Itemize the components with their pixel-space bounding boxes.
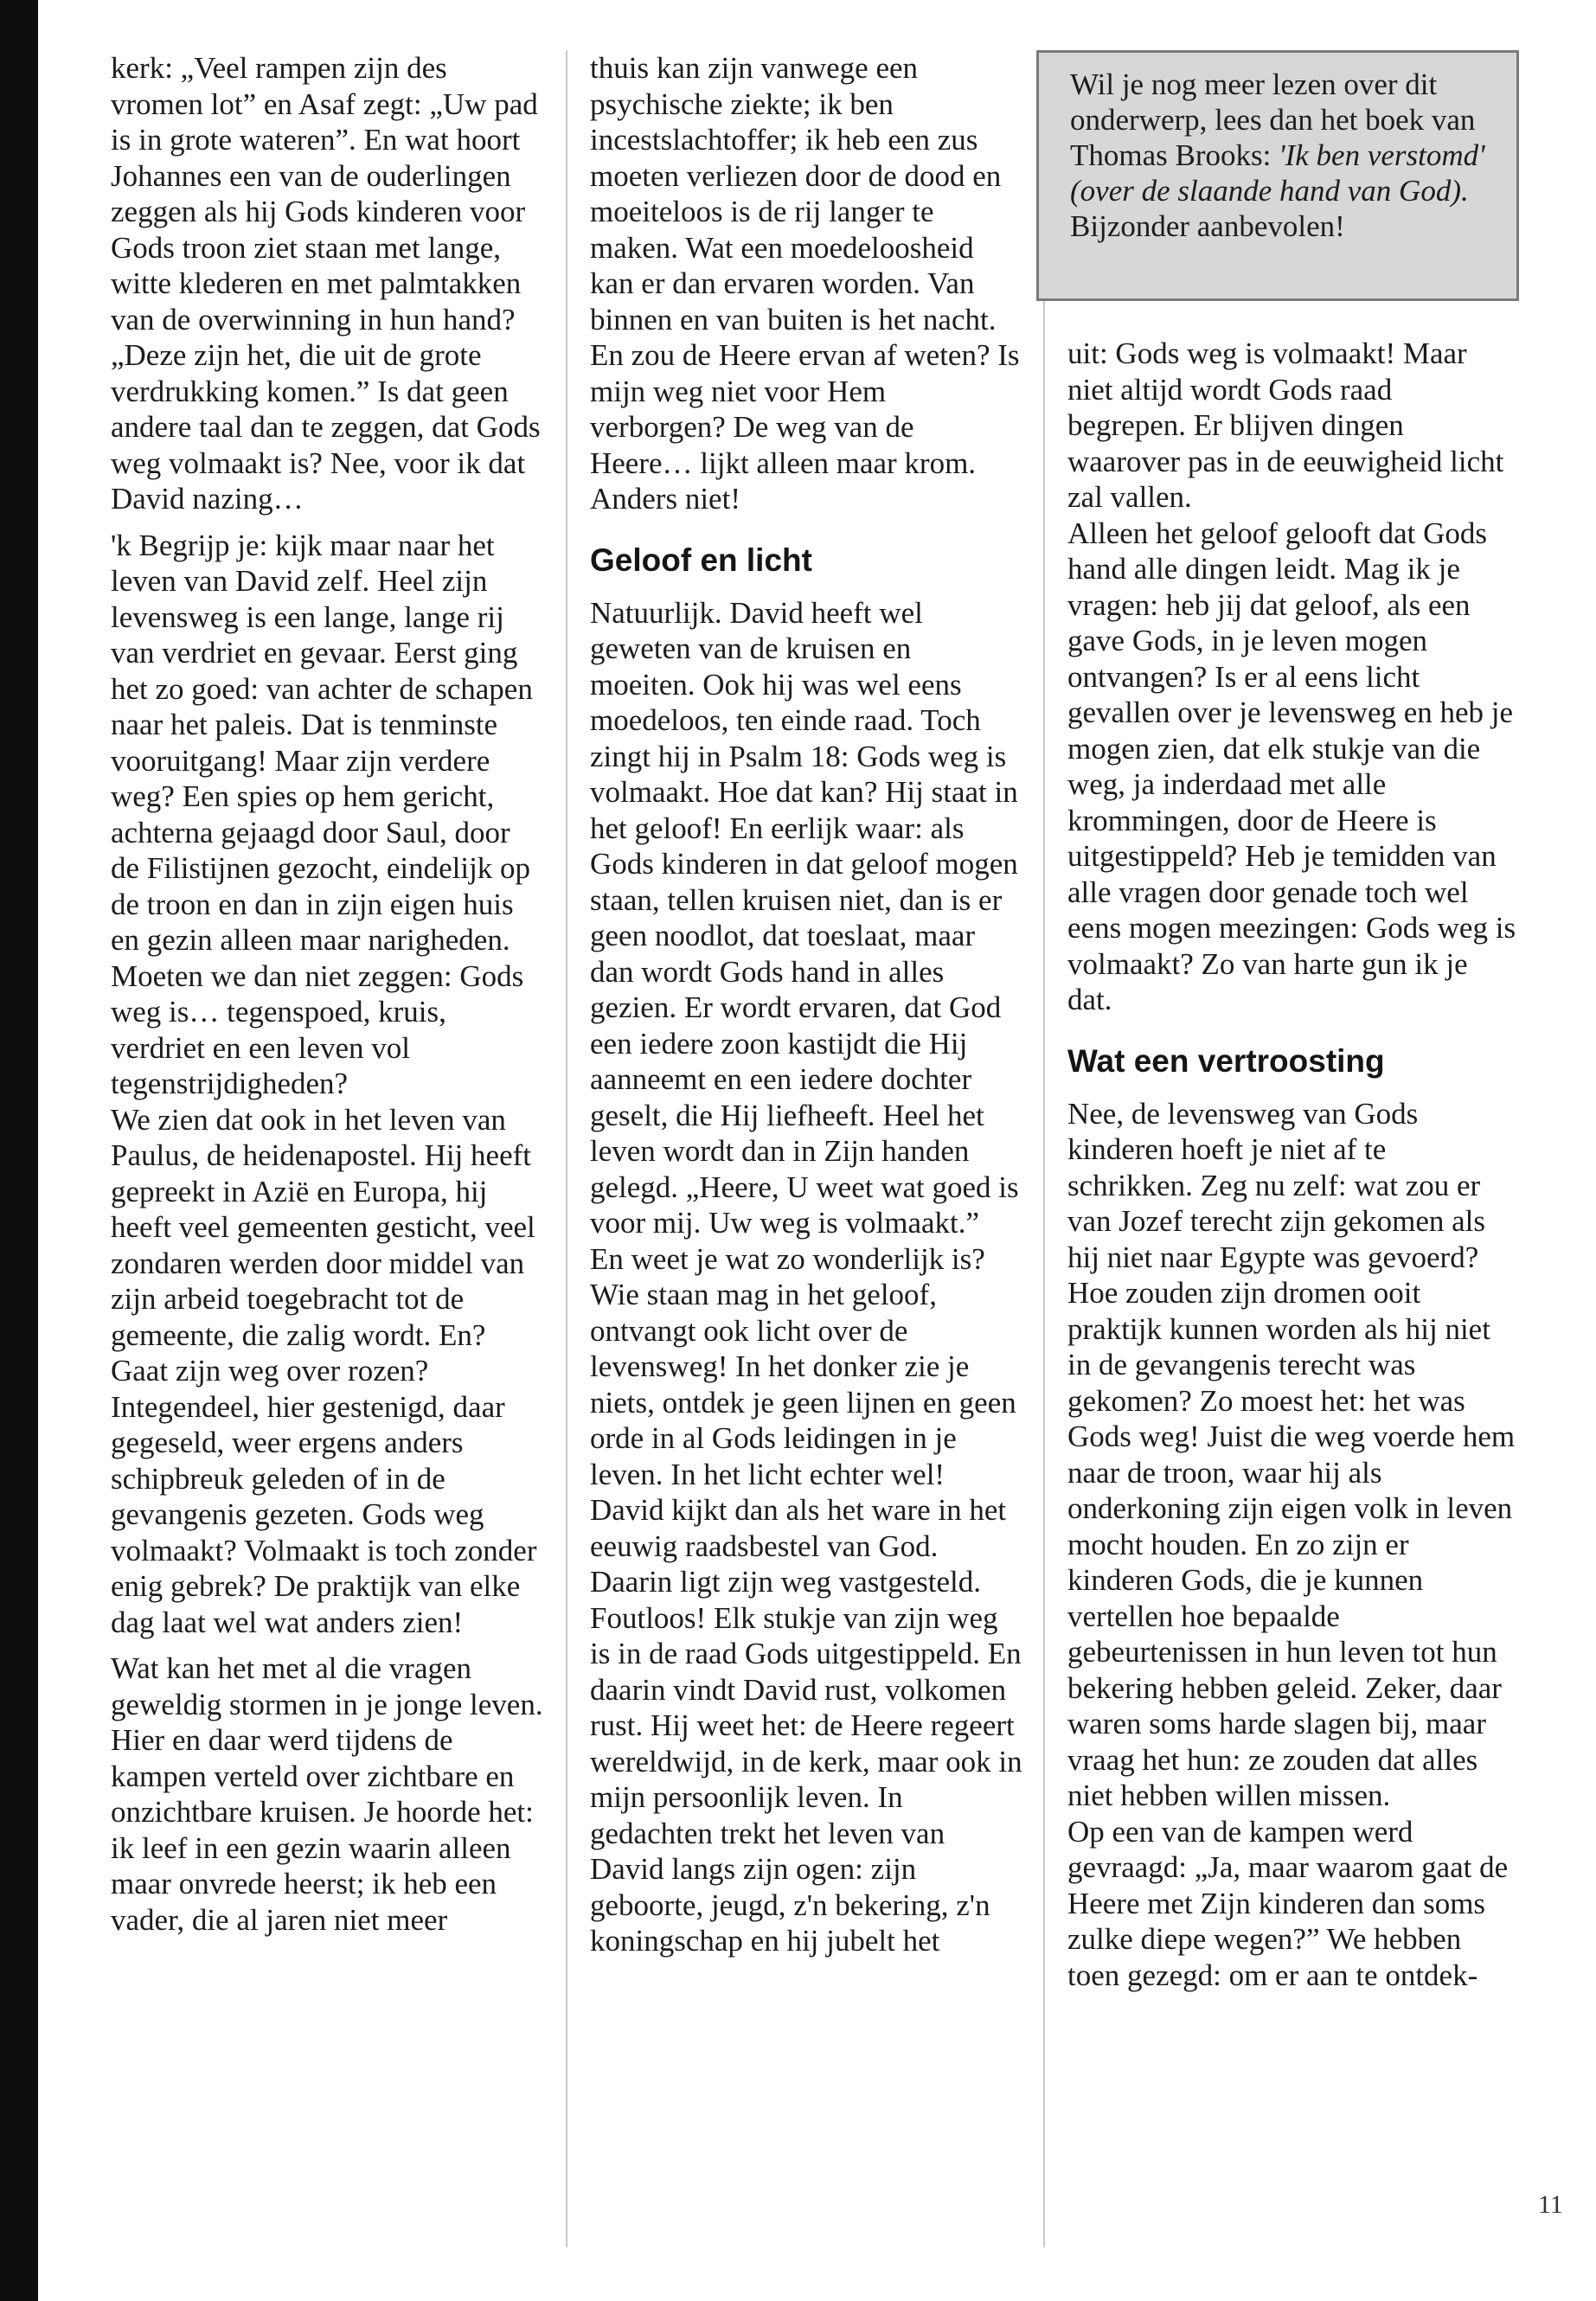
reading-tip-outro: Bijzonder aanbevolen! [1070, 209, 1345, 243]
paragraph: Natuurlijk. David heeft wel geweten van de kruisen en moeiten. Ook hij was wel eens moedeloos, ten einde raad. Toch zingt hij in Psalm 18: Gods weg is volmaakt. Hoe dat kan? Hij staat in het geloof! En eerlijk waar: als Gods kinderen in dat geloof mogen staan, tellen kruisen niet, dan is er geen noodlot, dat toeslaat, maar dan wordt Gods hand in alles gezien. Er wordt ervaren, dat God een iedere zoon kastijdt die Hij aanneemt en een iedere dochter geselt, die Hij liefheeft. Heel het leven wordt dan in Zijn handen gelegd. „Heere, U weet wat goed is voor mij. Uw weg is volmaakt.” [590, 595, 1019, 1240]
article-column-1 [111, 50, 543, 1938]
reading-tip-book-title: 'Ik ben verstomd' (over de slaande hand van God). [1070, 138, 1485, 208]
article-column-3 [1067, 336, 1517, 1993]
article-column-2 [590, 50, 1022, 1959]
paragraph: uit: Gods weg is volmaakt! Maar niet altijd wordt Gods raad begrepen. Er blijven dingen waarover pas in de eeuwigheid licht zal vallen. [1067, 336, 1504, 514]
paragraph: Nee, de levensweg van Gods kinderen hoeft je niet af te schrikken. Zeg nu zelf: wat zou er van Jozef terecht zijn gekomen als hij niet naar Egypte was gevoerd? Hoe zouden zijn dromen ooit praktijk kunnen worden als hij niet in de gevangenis terecht was gekomen? Zo moest het: het was Gods weg! Juist die weg voerde hem naar de troon, waar hij als onderkoning zijn eigen volk in leven mocht houden. En zo zijn er kinderen Gods, die je kunnen vertellen hoe bepaalde gebeurtenissen in hun leven tot hun bekering hebben geleid. Zeker, daar waren soms harde slagen bij, maar vraag het hun: ze zouden dat alles niet hebben willen missen. [1067, 1096, 1516, 1812]
page-number: 11 [1538, 2190, 1563, 2219]
paragraph: Alleen het geloof gelooft dat Gods hand alle dingen leidt. Mag ik je vragen: heb jij dat geloof, als een gave Gods, in je leven mogen ontvangen? Is er al eens licht gevallen over je levensweg en heb je mogen zien, dat elk stukje van die weg, ja inderdaad met alle krommingen, door de Heere is uitgestippeld? Heb je temidden van alle vragen door genade toch wel eens mogen meezingen: Gods weg is volmaakt? Zo van harte gun ik je dat. [1067, 516, 1516, 1016]
paragraph: Wat kan het met al die vragen geweldig stormen in je jonge leven. Hier en daar werd tijdens de kampen verteld over zichtbare en onzichtbare kruisen. Je hoorde het: ik leef in een gezin waarin alleen maar onvrede heerst; ik heb een vader, die al jaren niet meer [111, 1651, 543, 1937]
paragraph: We zien dat ook in het leven van Paulus, de heidenapostel. Hij heeft gepreekt in Azië en Europa, hij heeft veel gemeenten gesticht, veel zondaren werden door middel van zijn arbeid toegebracht tot de gemeente, die zalig wordt. En? Gaat zijn weg over rozen? Integendeel, hier gestenigd, daar gegeseld, weer ergens anders schipbreuk geleden of in de gevangenis gezeten. Gods weg volmaakt? Volmaakt is toch zonder enig gebrek? De praktijk van elke dag laat wel wat anders zien! [111, 1102, 537, 1639]
paragraph: kerk: „Veel rampen zijn des vromen lot” en Asaf zegt: „Uw pad is in grote wateren”. En wat hoort Johannes een van de ouderlingen zeggen als hij Gods kinderen voor Gods troon ziet staan met lange, witte klederen en met palmtakken van de overwinning in hun hand? „Deze zijn het, die uit de grote verdrukking komen.” Is dat geen andere taal dan te zeggen, dat Gods weg volmaakt is? Nee, voor ik dat David nazing… [111, 51, 541, 516]
paragraph: 'k Begrijp je: kijk maar naar het leven van David zelf. Heel zijn levensweg is een lange, lange rij van verdriet en gevaar. Eerst ging het zo goed: van achter de schapen naar het paleis. Dat is tenminste vooruitgang! Maar zijn verdere weg? Een spies op hem gericht, achterna gejaagd door Saul, door de Filistijnen gezocht, eindelijk op de troon en dan in zijn eigen huis en gezin alleen maar narigheden. Moeten we dan niet zeggen: Gods weg is… tegenspoed, kruis, verdriet en een leven vol tegenstrijdigheden? [111, 528, 533, 1100]
section-heading-geloof-en-licht: Geloof en licht [590, 542, 812, 578]
section-heading-wat-een-vertroosting: Wat een vertroosting [1067, 1042, 1385, 1079]
page-edge [0, 0, 38, 2301]
paragraph: thuis kan zijn vanwege een psychische ziekte; ik ben incestslachtoffer; ik heb een zus moeten verliezen door de dood en moeiteloos is de rij langer te maken. Wat een moedeloosheid kan er dan ervaren worden. Van binnen en van buiten is het nacht. En zou de Heere ervan af weten? Is mijn weg niet voor Hem verborgen? De weg van de Heere… lijkt alleen maar krom. Anders niet! [590, 51, 1020, 516]
column-divider [566, 50, 567, 2247]
reading-tip-intro: Wil je nog meer lezen over dit onderwerp, lees dan het boek van Thomas Brooks: [1070, 67, 1476, 172]
paragraph: Op een van de kampen werd gevraagd: „Ja, maar waarom gaat de Heere met Zijn kinderen dan soms zulke diepe wegen?” We hebben toen gezegd: om er aan te ontdek- [1067, 1814, 1509, 1992]
reading-tip-box [1036, 50, 1519, 301]
paragraph: En weet je wat zo wonderlijk is? Wie staan mag in het geloof, ontvangt ook licht over de levensweg! In het donker zie je niets, ontdek je geen lijnen en geen orde in al Gods leidingen in je leven. In het licht echter wel! David kijkt dan als het ware in het eeuwig raadsbestel van God. Daarin ligt zijn weg vastgesteld. Foutloos! Elk stukje van zijn weg is in de raad Gods uitgestippeld. En daarin vindt David rust, volkomen rust. Hij weet het: de Heere regeert wereldwijd, in de kerk, maar ook in mijn persoonlijk leven. In gedachten trekt het leven van David langs zijn ogen: zijn geboorte, jeugd, z'n bekering, z'n koningschap en hij jubelt het [590, 1241, 1022, 1958]
column-divider [1043, 50, 1045, 2247]
